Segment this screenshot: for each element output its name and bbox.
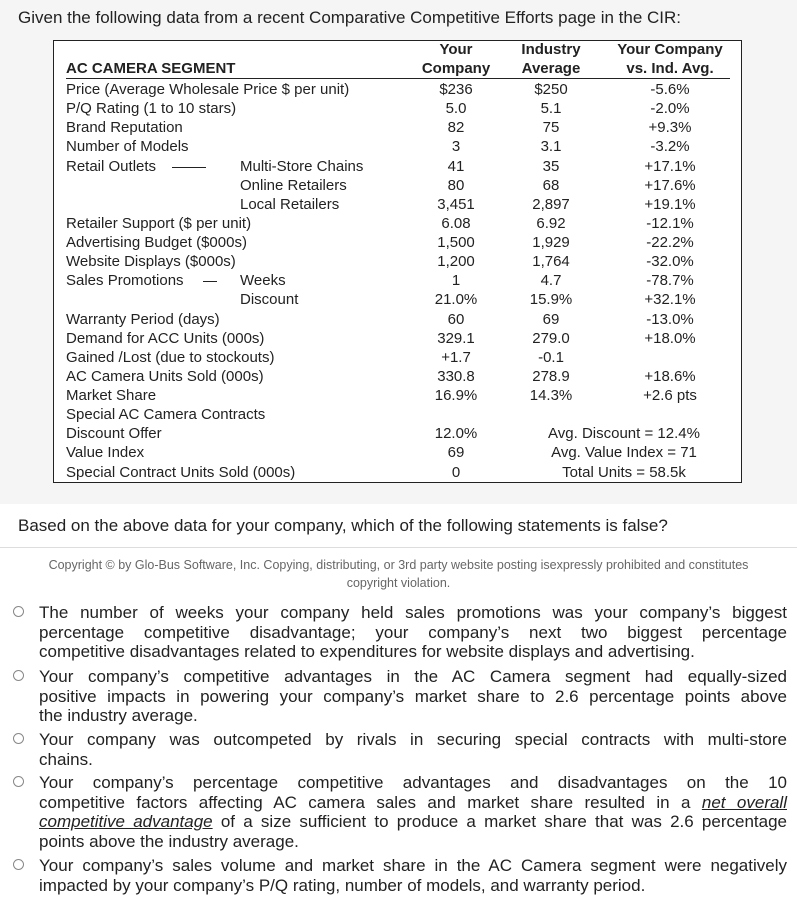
radio-button[interactable] [13, 733, 24, 744]
connector-line [203, 281, 217, 282]
row-label: Sales Promotions [66, 272, 184, 289]
row-sublabel: Online Retailers [240, 177, 347, 194]
cell-vs: +9.3% [648, 119, 692, 136]
col-header-vs: Your Company [617, 41, 723, 58]
radio-button[interactable] [13, 606, 24, 617]
cell-vs: -13.0% [646, 311, 694, 328]
col-header-industry: Average [521, 60, 581, 77]
row-label: Special AC Camera Contracts [66, 406, 266, 423]
col-header-vs: vs. Ind. Avg. [626, 60, 714, 77]
cell-your: 21.0% [434, 291, 478, 308]
cell-your: 1 [451, 272, 461, 289]
col-header-your: Company [421, 60, 491, 77]
row-sublabel: Weeks [240, 272, 286, 289]
row-sublabel: Local Retailers [240, 196, 340, 213]
cell-industry: 1,929 [532, 234, 570, 251]
cell-industry: 14.3% [529, 387, 573, 404]
cell-your: 41 [447, 158, 465, 175]
row-label: Price (Average Wholesale Price $ per unit) [66, 81, 350, 98]
connector-line [172, 167, 206, 168]
cell-your: 1,200 [437, 253, 475, 270]
intro-text: Given the following data from a recent Comparative Competitive Efforts page in the CIR: [18, 8, 682, 27]
cell-industry: 15.9% [529, 291, 573, 308]
cell-vs: Avg. Value Index = 71 [551, 444, 697, 461]
cell-industry: 2,897 [532, 196, 570, 213]
cell-industry: 278.9 [532, 368, 570, 385]
cell-industry: -0.1 [538, 349, 564, 366]
radio-button[interactable] [13, 859, 24, 870]
cell-vs: +32.1% [644, 291, 696, 308]
cell-industry: 5.1 [540, 100, 562, 117]
emphasis-text: competitive advantage [39, 812, 213, 831]
cell-vs: +2.6 pts [643, 387, 697, 404]
cell-your: 1,500 [437, 234, 475, 251]
option-text: Your company’s sales volume and market share in the AC Camera segment were negatively impacted by your company’s P/Q rating, number of models, and warranty period. [39, 856, 787, 895]
question-text: Based on the above data for your company, which of the following statements is false? [18, 516, 668, 535]
row-label: Discount Offer [66, 425, 162, 442]
cell-industry: 75 [542, 119, 560, 136]
cell-industry: 68 [542, 177, 560, 194]
cell-industry: 6.92 [536, 215, 566, 232]
row-label: Brand Reputation [66, 119, 183, 136]
row-sublabel: Multi-Store Chains [240, 158, 364, 175]
row-label: Demand for ACC Units (000s) [66, 330, 265, 347]
cell-vs: -3.2% [650, 138, 690, 155]
row-label: Website Displays ($000s) [66, 253, 236, 270]
cell-vs: -5.6% [650, 81, 690, 98]
cell-vs: Total Units = 58.5k [562, 464, 686, 481]
cell-vs: -78.7% [646, 272, 694, 289]
cell-industry: 279.0 [532, 330, 570, 347]
option-text: Your company’s percentage competitive advantages and disadvantages on the 10 competitive factors affecting AC camera sales and market share resulted in a net overall competitive advantage of a size sufficient to produce a market share that was 2.6 percentage points above the industry average. [39, 773, 787, 851]
cell-your: 69 [447, 444, 465, 461]
cell-your: 6.08 [441, 215, 471, 232]
cell-your: 60 [447, 311, 465, 328]
cell-vs: -12.1% [646, 215, 694, 232]
row-label: P/Q Rating (1 to 10 stars) [66, 100, 237, 117]
cir-table [53, 40, 742, 483]
cell-industry: $250 [534, 81, 568, 98]
cell-your: 5.0 [445, 100, 467, 117]
copyright-notice: Copyright © by Glo-Bus Software, Inc. Copying, distributing, or 3rd party website posting isexpressly prohibited and constitutes copyright violation. [48, 558, 749, 590]
cell-industry: 69 [542, 311, 560, 328]
col-header-your: Your [439, 41, 473, 58]
radio-button[interactable] [13, 670, 24, 681]
cell-vs: +18.6% [644, 368, 696, 385]
row-label: Market Share [66, 387, 157, 404]
row-label: Retailer Support ($ per unit) [66, 215, 252, 232]
cell-industry: 35 [542, 158, 560, 175]
cell-vs: -32.0% [646, 253, 694, 270]
row-label: Special Contract Units Sold (000s) [66, 464, 296, 481]
cell-industry: 4.7 [540, 272, 562, 289]
cell-your: +1.7 [441, 349, 471, 366]
cell-industry: 3.1 [540, 138, 562, 155]
cell-vs: -22.2% [646, 234, 694, 251]
cell-vs: +17.1% [644, 158, 696, 175]
cell-vs: +19.1% [644, 196, 696, 213]
row-label: AC Camera Units Sold (000s) [66, 368, 264, 385]
row-label: Gained /Lost (due to stockouts) [66, 349, 275, 366]
row-label: Number of Models [66, 138, 189, 155]
cell-your: 3 [451, 138, 461, 155]
cell-your: 82 [447, 119, 465, 136]
cell-your: 80 [447, 177, 465, 194]
option-text: The number of weeks your company held sales promotions was your company’s biggest percentage competitive disadvantage; your company’s next two biggest percentage competitive disadvantages related to expenditures for website displays and advertising. [39, 603, 787, 661]
option-text: Your company’s competitive advantages in the AC Camera segment had equally-sized positive impacts in powering your company’s market share to 2.6 percentage points above the industry average. [39, 667, 787, 725]
cell-vs: +18.0% [644, 330, 696, 347]
cell-your: 3,451 [437, 196, 475, 213]
emphasis-text: net overall [701, 792, 787, 812]
cell-your: 330.8 [437, 368, 475, 385]
radio-button[interactable] [13, 776, 24, 787]
cell-your: $236 [439, 81, 473, 98]
row-label: Advertising Budget ($000s) [66, 234, 247, 251]
row-label: Value Index [66, 444, 145, 461]
row-label: Retail Outlets [66, 158, 157, 175]
cell-your: 16.9% [434, 387, 478, 404]
cell-industry: 1,764 [532, 253, 570, 270]
cell-vs: +17.6% [644, 177, 696, 194]
header-divider [66, 78, 730, 79]
divider [0, 547, 797, 548]
row-label: Warranty Period (days) [66, 311, 220, 328]
cell-your: 0 [451, 464, 461, 481]
cell-your: 12.0% [434, 425, 478, 442]
cell-your: 329.1 [437, 330, 475, 347]
option-text: Your company was outcompeted by rivals in securing special contracts with multi-store chains. [39, 730, 787, 769]
cell-vs: Avg. Discount = 12.4% [548, 425, 700, 442]
segment-title: AC CAMERA SEGMENT [66, 60, 236, 77]
row-sublabel: Discount [240, 291, 299, 308]
col-header-industry: Industry [521, 41, 581, 58]
cell-vs: -2.0% [650, 100, 690, 117]
